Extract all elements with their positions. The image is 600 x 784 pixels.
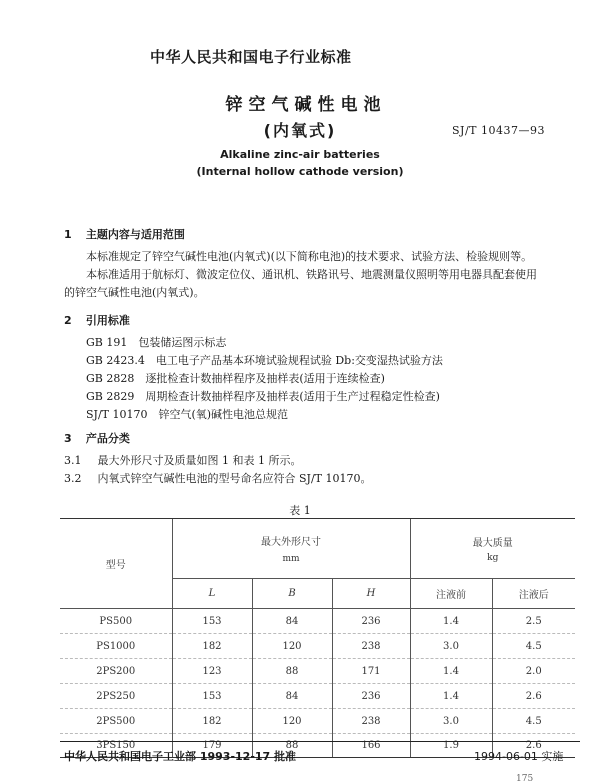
clause-number: 3.2 [64, 472, 82, 485]
cell-value: 166 [332, 734, 410, 758]
cell-value: 1.4 [410, 659, 492, 684]
cell-value: 179 [172, 734, 252, 758]
approval-note: 中华人民共和国电子工业部 1993-12-17 批准 [64, 750, 297, 763]
reference-item: GB 2423.4 电工电子产品基本环境试验规程试验 Db:交变湿热试验方法 [86, 354, 443, 367]
clause [64, 452, 301, 468]
cell-value: 1.9 [410, 734, 492, 758]
section-number: 1 [64, 228, 72, 241]
footer-divider [60, 741, 580, 742]
cell-value: 123 [172, 659, 252, 684]
clause-text: 内氧式锌空气碱性电池的型号命名应符合 SJ/T 10170。 [97, 472, 372, 485]
table-row [60, 634, 575, 659]
table-row [60, 684, 575, 709]
cell-value: 236 [332, 684, 410, 709]
section-heading [64, 226, 185, 242]
section-number: 3 [64, 432, 72, 445]
cell-model: 2PS250 [60, 684, 172, 709]
section-number: 2 [64, 314, 72, 327]
cell-value: 4.5 [492, 634, 575, 659]
col-header-l: L [172, 579, 252, 609]
cell-value: 2.0 [492, 659, 575, 684]
cell-value: 182 [172, 634, 252, 659]
cell-value: 120 [252, 634, 332, 659]
clause-number: 3.1 [64, 454, 82, 467]
section-title: 引用标准 [85, 314, 130, 327]
cell-value: 238 [332, 709, 410, 734]
cell-value: 3.0 [410, 709, 492, 734]
table-row [60, 609, 575, 634]
mass-unit: kg [487, 553, 499, 563]
cell-model: PS1000 [60, 634, 172, 659]
cell-value: 2.5 [492, 609, 575, 634]
cell-value: 84 [252, 684, 332, 709]
section-title: 主题内容与适用范围 [85, 228, 185, 241]
cell-value: 2.6 [492, 684, 575, 709]
page-number: 175 [516, 774, 534, 784]
cell-value: 153 [172, 609, 252, 634]
cell-model: 3PS150 [60, 734, 172, 758]
effective-date: 1994-06-01 实施 [474, 750, 564, 763]
col-header-h: H [332, 579, 410, 609]
cell-value: 88 [252, 734, 332, 758]
cell-value: 84 [252, 609, 332, 634]
english-title: Alkaline zinc-air batteries [220, 148, 380, 161]
table-row [60, 709, 575, 734]
cell-value: 4.5 [492, 709, 575, 734]
reference-item: SJ/T 10170 锌空气(氧)碱性电池总规范 [86, 408, 289, 421]
cell-value: 238 [332, 634, 410, 659]
cell-value: 3.0 [410, 634, 492, 659]
clause-text: 最大外形尺寸及质量如图 1 和表 1 所示。 [97, 454, 302, 467]
cell-value: 1.4 [410, 609, 492, 634]
dimension-mass-table [60, 518, 575, 758]
col-header-mass-before: 注液前 [410, 579, 492, 609]
reference-item: GB 191 包装储运图示标志 [86, 336, 227, 349]
cell-model: 2PS500 [60, 709, 172, 734]
paragraph: 本标准规定了锌空气碱性电池(内氧式)(以下简称电池)的技术要求、试验方法、检验规则等。 [86, 250, 533, 263]
section-heading [64, 430, 130, 446]
section-title: 产品分类 [85, 432, 130, 445]
mass-group-header [410, 519, 575, 579]
dimension-group-label: 最大外形尺寸 [261, 537, 321, 548]
clause [64, 470, 371, 486]
col-header-b: B [252, 579, 332, 609]
dimension-unit: mm [282, 554, 300, 564]
english-subtitle: (Internal hollow cathode version) [196, 165, 404, 178]
cell-model: 2PS200 [60, 659, 172, 684]
document-title: 锌空气碱性电池 [225, 95, 387, 115]
table-row [60, 659, 575, 684]
cell-value: 2.6 [492, 734, 575, 758]
issuer-title: 中华人民共和国电子行业标准 [150, 48, 352, 66]
cell-value: 182 [172, 709, 252, 734]
mass-group-label: 最大质量 [472, 538, 513, 549]
cell-value: 171 [332, 659, 410, 684]
cell-value: 120 [252, 709, 332, 734]
reference-item: GB 2829 周期检查计数抽样程序及抽样表(适用于生产过程稳定性检查) [86, 390, 440, 403]
col-header-mass-after: 注液后 [492, 579, 575, 609]
cell-value: 236 [332, 609, 410, 634]
section-heading [64, 312, 130, 328]
cell-value: 153 [172, 684, 252, 709]
document-subtitle: (内氧式) [263, 121, 337, 140]
model-header: 型号 [60, 519, 172, 609]
standard-code: SJ/T 10437—93 [452, 124, 545, 137]
reference-item: GB 2828 逐批检查计数抽样程序及抽样表(适用于连续检查) [86, 372, 385, 385]
table-caption: 表 1 [289, 504, 311, 517]
cell-value: 1.4 [410, 684, 492, 709]
cell-model: PS500 [60, 609, 172, 634]
paragraph: 本标准适用于航标灯、微波定位仪、通讯机、铁路讯号、地震测量仪照明等用电器具配套使用的锌空气碱性电池(内氧式)。 [64, 268, 537, 299]
dimension-group-header [172, 519, 410, 579]
cell-value: 88 [252, 659, 332, 684]
